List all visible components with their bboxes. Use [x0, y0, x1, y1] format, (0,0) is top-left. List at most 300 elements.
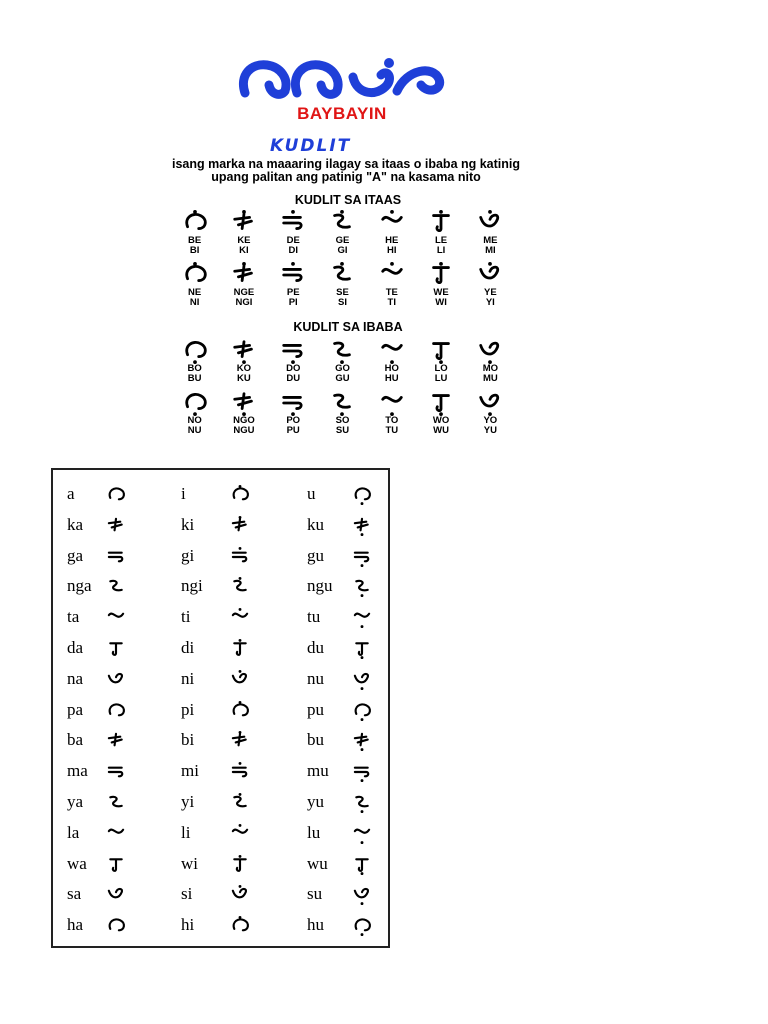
kudlit-itaas-cell: [367, 210, 416, 256]
baybayin-glyph-icon: [351, 824, 373, 844]
kudlit-itaas-cell: [269, 210, 318, 256]
syllable-label: ma: [67, 761, 88, 781]
syllable-glyph: [351, 608, 373, 628]
kudlit-itaas-cell: [318, 262, 367, 308]
table-row: [53, 603, 388, 633]
baybayin-glyph-icon: [229, 608, 251, 628]
baybayin-glyph-icon: [351, 731, 373, 751]
syllable-label: lu: [307, 822, 321, 842]
description-line-2: upang palitan ang patinig "A" na kasama nito: [211, 170, 481, 184]
kudlit-glyph: [320, 262, 364, 288]
table-row: [53, 788, 388, 818]
kudlit-label-top: PE: [286, 287, 300, 298]
kudlit-ibaba-cell: [269, 390, 318, 436]
kudlit-itaas-cell: [466, 262, 515, 308]
syllable-label: ku: [307, 514, 324, 534]
baybayin-glyph-icon: [173, 390, 217, 416]
baybayin-glyph-icon: [229, 701, 251, 721]
syllable-label: gu: [307, 545, 324, 565]
syllable-glyph: [351, 701, 373, 721]
kudlit-itaas-cell: [170, 210, 219, 256]
syllable-glyph: [351, 824, 373, 844]
baybayin-glyph-icon: [229, 824, 251, 844]
baybayin-glyph-icon: [105, 824, 127, 844]
baybayin-glyph-icon: [105, 701, 127, 721]
syllable-label: ta: [67, 607, 80, 627]
baybayin-glyph-icon: [351, 793, 373, 813]
syllable-glyph: [105, 824, 127, 844]
kudlit-label-top: ME: [483, 235, 498, 246]
syllable-label: yi: [181, 792, 195, 811]
syllable-glyph: [229, 885, 251, 905]
syllable-glyph: [229, 824, 251, 844]
kudlit-glyph: [320, 390, 364, 416]
kudlit-label-bottom: NGI: [235, 297, 253, 308]
baybayin-glyph-icon: [351, 670, 373, 690]
table-row: [53, 572, 388, 602]
kudlit-label-bottom: NGU: [233, 425, 255, 436]
syllable-glyph: [229, 485, 251, 505]
kudlit-glyph: [271, 262, 315, 288]
kudlit-label-top: NE: [188, 287, 202, 298]
kudlit-itaas-title: KUDLIT SA ITAAS: [294, 193, 402, 207]
kudlit-label-bottom: TU: [385, 425, 399, 436]
syllable-label: hi: [181, 915, 195, 935]
kudlit-glyph: [173, 210, 217, 236]
baybayin-glyph-icon: [370, 210, 414, 236]
kudlit-label-top: TE: [385, 287, 398, 298]
kudlit-label-top: HO: [384, 363, 399, 374]
description: [86, 158, 606, 184]
kudlit-ibaba-cell: [318, 338, 367, 384]
baybayin-glyph-icon: [229, 547, 251, 567]
baybayin-glyph-icon: [105, 885, 127, 905]
kudlit-label-top: TO: [385, 415, 399, 426]
table-row: [53, 665, 388, 695]
syllable-glyph: [105, 670, 127, 690]
syllable-label: li: [181, 822, 191, 842]
syllable-glyph: [229, 731, 251, 751]
table-row: [53, 542, 388, 572]
syllable-label: ha: [67, 915, 84, 935]
kudlit-label-bottom: LI: [436, 245, 446, 256]
syllable-glyph: [105, 793, 127, 813]
kudlit-label-bottom: HI: [387, 245, 397, 256]
syllable-label: pu: [307, 699, 324, 719]
baybayin-glyph-icon: [468, 262, 512, 288]
syllable-label: ki: [181, 514, 195, 534]
kudlit-label-bottom: KU: [237, 373, 251, 384]
kudlit-label-bottom: MI: [485, 245, 496, 256]
syllable-label: mu: [307, 761, 329, 781]
baybayin-glyph-icon: [105, 731, 127, 751]
syllable-label: a: [67, 484, 75, 503]
syllable-glyph: [351, 639, 373, 659]
syllable-label: ti: [181, 607, 191, 627]
description-line-1: isang marka na maaaring ilagay sa itaas o ibaba ng katinig: [171, 157, 521, 171]
kudlit-label-top: HE: [385, 235, 399, 246]
syllable-glyph: [229, 608, 251, 628]
baybayin-glyph-icon: [173, 262, 217, 288]
kudlit-label-top: KE: [237, 235, 251, 246]
kudlit-glyph: [419, 262, 463, 288]
kudlit-ibaba-cell: [170, 390, 219, 436]
baybayin-glyph-icon: [222, 210, 266, 236]
kudlit-glyph: [320, 338, 364, 364]
kudlit-glyph: [320, 210, 364, 236]
syllable-label: sa: [67, 884, 82, 904]
kudlit-label-top: BO: [187, 363, 202, 374]
syllable-glyph: [229, 916, 251, 936]
syllable-label: nga: [67, 576, 92, 596]
syllable-glyph: [229, 577, 251, 597]
kudlit-glyph: [222, 210, 266, 236]
syllable-glyph: [105, 731, 127, 751]
baybayin-glyph-icon: [105, 855, 127, 875]
kudlit-label-bottom: YU: [483, 425, 497, 436]
syllable-label: di: [181, 638, 195, 657]
baybayin-glyph-icon: [419, 262, 463, 288]
syllable-label: la: [67, 822, 80, 842]
syllable-glyph: [351, 516, 373, 536]
baybayin-glyph-icon: [351, 516, 373, 536]
kudlit-label-top: NO: [187, 415, 202, 426]
syllable-label: tu: [307, 607, 321, 627]
syllable-glyph: [229, 762, 251, 782]
syllable-glyph: [105, 701, 127, 721]
kudlit-ibaba-cell: [416, 390, 465, 436]
kudlit-label-bottom: GI: [337, 245, 348, 256]
baybayin-glyph-icon: [173, 338, 217, 364]
syllable-label: ngi: [181, 576, 203, 596]
kudlit-itaas-cell: [416, 210, 465, 256]
baybayin-glyph-icon: [351, 762, 373, 782]
kudlit-glyph: [271, 338, 315, 364]
kudlit-label-bottom: YI: [485, 297, 495, 308]
syllable-glyph: [351, 731, 373, 751]
table-row: [53, 757, 388, 787]
syllable-label: bi: [181, 730, 195, 750]
syllable-label: bu: [307, 730, 324, 750]
kudlit-label-bottom: BU: [187, 373, 202, 384]
syllable-glyph: [351, 885, 373, 905]
table-row: [53, 819, 388, 849]
kudlit-label-top: SO: [335, 415, 350, 426]
baybayin-glyph-icon: [351, 916, 373, 936]
kudlit-label-top: GE: [335, 235, 350, 246]
baybayin-glyph-icon: [105, 516, 127, 536]
syllable-label: pi: [181, 699, 195, 719]
kudlit-glyph: [370, 210, 414, 236]
baybayin-glyph-icon: [419, 210, 463, 236]
kudlit-ibaba-cell: [367, 338, 416, 384]
kudlit-label-top: DO: [286, 363, 301, 374]
kudlit-ibaba-cell: [219, 390, 268, 436]
syllable-glyph: [105, 485, 127, 505]
kudlit-ibaba-cell: [466, 338, 515, 384]
kudlit-glyph: [370, 338, 414, 364]
syllable-label: ba: [67, 730, 84, 750]
kudlit-label-bottom: WU: [433, 425, 449, 436]
baybayin-glyph-icon: [222, 390, 266, 416]
kudlit-itaas-cell: [318, 210, 367, 256]
kudlit-ibaba-title: KUDLIT SA IBABA: [293, 320, 403, 334]
baybayin-glyph-icon: [320, 338, 364, 364]
baybayin-glyph-icon: [229, 731, 251, 751]
kudlit-label-top: DE: [286, 235, 300, 246]
kudlit-glyph: [468, 210, 512, 236]
syllable-glyph: [351, 485, 373, 505]
baybayin-glyph-icon: [271, 390, 315, 416]
baybayin-glyph-icon: [351, 885, 373, 905]
kudlit-label-bottom: MU: [482, 373, 498, 384]
kudlit-label-bottom: LU: [434, 373, 448, 384]
syllable-glyph: [229, 516, 251, 536]
page-title: BAYBAYIN: [297, 104, 387, 123]
baybayin-glyph-icon: [229, 793, 251, 813]
syllable-glyph: [105, 885, 127, 905]
syllable-glyph: [105, 639, 127, 659]
syllable-label: mi: [181, 761, 199, 781]
syllable-glyph: [351, 855, 373, 875]
kudlit-ibaba-cell: [367, 390, 416, 436]
kudlit-ibaba-cell: [318, 390, 367, 436]
kudlit-label-top: SE: [336, 287, 349, 298]
kudlit-glyph: [173, 262, 217, 288]
baybayin-glyph-icon: [105, 916, 127, 936]
syllable-glyph: [105, 577, 127, 597]
syllable-glyph: [351, 916, 373, 936]
baybayin-glyph-icon: [222, 262, 266, 288]
kudlit-label-bottom: TI: [387, 297, 396, 308]
kudlit-glyph: [468, 262, 512, 288]
baybayin-glyph-icon: [229, 916, 251, 936]
baybayin-logo: [237, 55, 447, 101]
baybayin-glyph-icon: [229, 670, 251, 690]
table-row: [53, 726, 388, 756]
syllable-label: u: [307, 484, 316, 503]
baybayin-glyph-icon: [229, 885, 251, 905]
kudlit-label-top: MO: [482, 363, 498, 374]
baybayin-glyph-icon: [468, 390, 512, 416]
syllable-glyph: [105, 608, 127, 628]
syllable-label: su: [307, 884, 323, 904]
kudlit-glyph: [419, 338, 463, 364]
baybayin-glyph-icon: [105, 485, 127, 505]
kudlit-label-bottom: DU: [286, 373, 301, 384]
kudlit-label-bottom: DI: [288, 245, 298, 256]
syllable-glyph: [229, 855, 251, 875]
baybayin-glyph-icon: [320, 210, 364, 236]
kudlit-ibaba-cell: [466, 390, 515, 436]
baybayin-glyph-icon: [468, 210, 512, 236]
baybayin-glyph-icon: [105, 793, 127, 813]
syllable-glyph: [105, 516, 127, 536]
baybayin-glyph-icon: [105, 762, 127, 782]
syllable-label: na: [67, 668, 84, 688]
syllable-label: gi: [181, 545, 195, 565]
kudlit-label-top: WE: [433, 287, 449, 298]
baybayin-glyph-icon: [419, 390, 463, 416]
kudlit-label-bottom: GU: [335, 373, 350, 384]
syllable-label: yu: [307, 792, 324, 811]
kudlit-glyph: [222, 338, 266, 364]
table-row: [53, 880, 388, 910]
kudlit-itaas-row-1: [170, 210, 515, 256]
kudlit-label-top: YO: [483, 415, 498, 426]
syllable-glyph: [351, 793, 373, 813]
syllable-glyph: [351, 547, 373, 567]
kudlit-ibaba-cell: [219, 338, 268, 384]
table-row: [53, 696, 388, 726]
kudlit-itaas-row-2: [170, 262, 515, 308]
syllable-glyph: [105, 762, 127, 782]
baybayin-glyph-icon: [222, 338, 266, 364]
syllable-label: pa: [67, 699, 84, 719]
baybayin-glyph-icon: [271, 262, 315, 288]
kudlit-glyph: [419, 210, 463, 236]
baybayin-glyph-icon: [351, 547, 373, 567]
syllable-label: nu: [307, 668, 324, 688]
kudlit-ibaba-cell: [170, 338, 219, 384]
syllable-label: da: [67, 638, 84, 657]
baybayin-glyph-icon: [351, 577, 373, 597]
syllable-glyph: [105, 855, 127, 875]
baybayin-glyph-icon: [229, 577, 251, 597]
table-row: [53, 634, 388, 664]
baybayin-glyph-icon: [229, 855, 251, 875]
syllable-glyph: [229, 670, 251, 690]
kudlit-label-bottom: SI: [338, 297, 347, 308]
kudlit-itaas-cell: [219, 262, 268, 308]
baybayin-glyph-icon: [370, 338, 414, 364]
kudlit-itaas-cell: [269, 262, 318, 308]
kudlit-label-top: NGO: [233, 415, 255, 426]
syllable-label: i: [181, 484, 186, 503]
syllable-label: hu: [307, 915, 324, 935]
baybayin-syllable-table: [51, 468, 390, 948]
baybayin-glyph-icon: [173, 210, 217, 236]
syllable-glyph: [351, 670, 373, 690]
baybayin-glyph-icon: [229, 762, 251, 782]
baybayin-glyph-icon: [351, 485, 373, 505]
kudlit-label-top: YE: [484, 287, 497, 298]
table-row: [53, 480, 388, 510]
kudlit-glyph: [370, 390, 414, 416]
syllable-label: ga: [67, 545, 84, 565]
baybayin-glyph-icon: [468, 338, 512, 364]
kudlit-label-bottom: NU: [187, 425, 202, 436]
kudlit-label-top: LO: [434, 363, 448, 374]
kudlit-label-bottom: HU: [384, 373, 399, 384]
baybayin-glyph-icon: [370, 390, 414, 416]
kudlit-label-bottom: WI: [435, 297, 447, 308]
kudlit-itaas-cell: [170, 262, 219, 308]
syllable-label: wa: [67, 853, 87, 873]
table-row: [53, 911, 388, 941]
kudlit-label-bottom: NI: [189, 297, 200, 308]
syllable-label: du: [307, 638, 324, 657]
kudlit-ibaba-cell: [269, 338, 318, 384]
syllable-label: wu: [307, 853, 328, 873]
kudlit-glyph: [271, 210, 315, 236]
kudlit-itaas-cell: [367, 262, 416, 308]
kudlit-label-bottom: SU: [335, 425, 350, 436]
kudlit-label-top: PO: [286, 415, 301, 426]
kudlit-ibaba-cell: [416, 338, 465, 384]
kudlit-label-top: NGE: [233, 287, 255, 298]
kudlit-itaas-cell: [416, 262, 465, 308]
baybayin-glyph-icon: [105, 670, 127, 690]
kudlit-glyph: [468, 390, 512, 416]
kudlit-glyph: [173, 390, 217, 416]
kudlit-glyph: [222, 390, 266, 416]
syllable-label: ka: [67, 514, 84, 534]
syllable-glyph: [105, 547, 127, 567]
baybayin-glyph-icon: [229, 516, 251, 536]
baybayin-glyph-icon: [105, 577, 127, 597]
syllable-glyph: [229, 547, 251, 567]
kudlit-label-top: BE: [188, 235, 202, 246]
kudlit-label-bottom: PI: [288, 297, 298, 308]
baybayin-glyph-icon: [105, 608, 127, 628]
kudlit-ibaba-row-2: [170, 390, 515, 436]
baybayin-glyph-icon: [351, 701, 373, 721]
baybayin-glyph-icon: [271, 210, 315, 236]
table-row: [53, 850, 388, 880]
syllable-glyph: [229, 639, 251, 659]
syllable-glyph: [351, 762, 373, 782]
syllable-glyph: [229, 793, 251, 813]
syllable-label: ya: [67, 792, 84, 811]
baybayin-glyph-icon: [271, 338, 315, 364]
syllable-label: ngu: [307, 576, 333, 596]
baybayin-glyph-icon: [370, 262, 414, 288]
kudlit-itaas-cell: [219, 210, 268, 256]
baybayin-glyph-icon: [419, 338, 463, 364]
syllable-glyph: [351, 577, 373, 597]
kudlit-glyph: [370, 262, 414, 288]
baybayin-glyph-icon: [105, 639, 127, 659]
syllable-glyph: [229, 701, 251, 721]
baybayin-glyph-icon: [320, 262, 364, 288]
kudlit-ibaba-row-1: [170, 338, 515, 384]
baybayin-script-logo-icon: [237, 55, 447, 101]
baybayin-glyph-icon: [229, 485, 251, 505]
table-row: [53, 511, 388, 541]
baybayin-glyph-icon: [351, 608, 373, 628]
kudlit-glyph: [468, 338, 512, 364]
baybayin-glyph-icon: [351, 639, 373, 659]
syllable-label: ni: [181, 668, 195, 688]
kudlit-glyph: [173, 338, 217, 364]
kudlit-label-bottom: BI: [189, 245, 200, 256]
kudlit-itaas-cell: [466, 210, 515, 256]
syllable-label: si: [181, 884, 193, 904]
syllable-glyph: [105, 916, 127, 936]
baybayin-glyph-icon: [351, 855, 373, 875]
kudlit-glyph: [271, 390, 315, 416]
syllable-label: wi: [181, 853, 198, 873]
kudlit-label-top: GO: [335, 363, 350, 374]
baybayin-glyph-icon: [105, 547, 127, 567]
kudlit-label-top: LE: [434, 235, 448, 246]
baybayin-glyph-icon: [320, 390, 364, 416]
baybayin-glyph-icon: [229, 639, 251, 659]
kudlit-glyph: [222, 262, 266, 288]
kudlit-label-top: WO: [432, 415, 450, 426]
kudlit-label-bottom: KI: [239, 245, 249, 256]
